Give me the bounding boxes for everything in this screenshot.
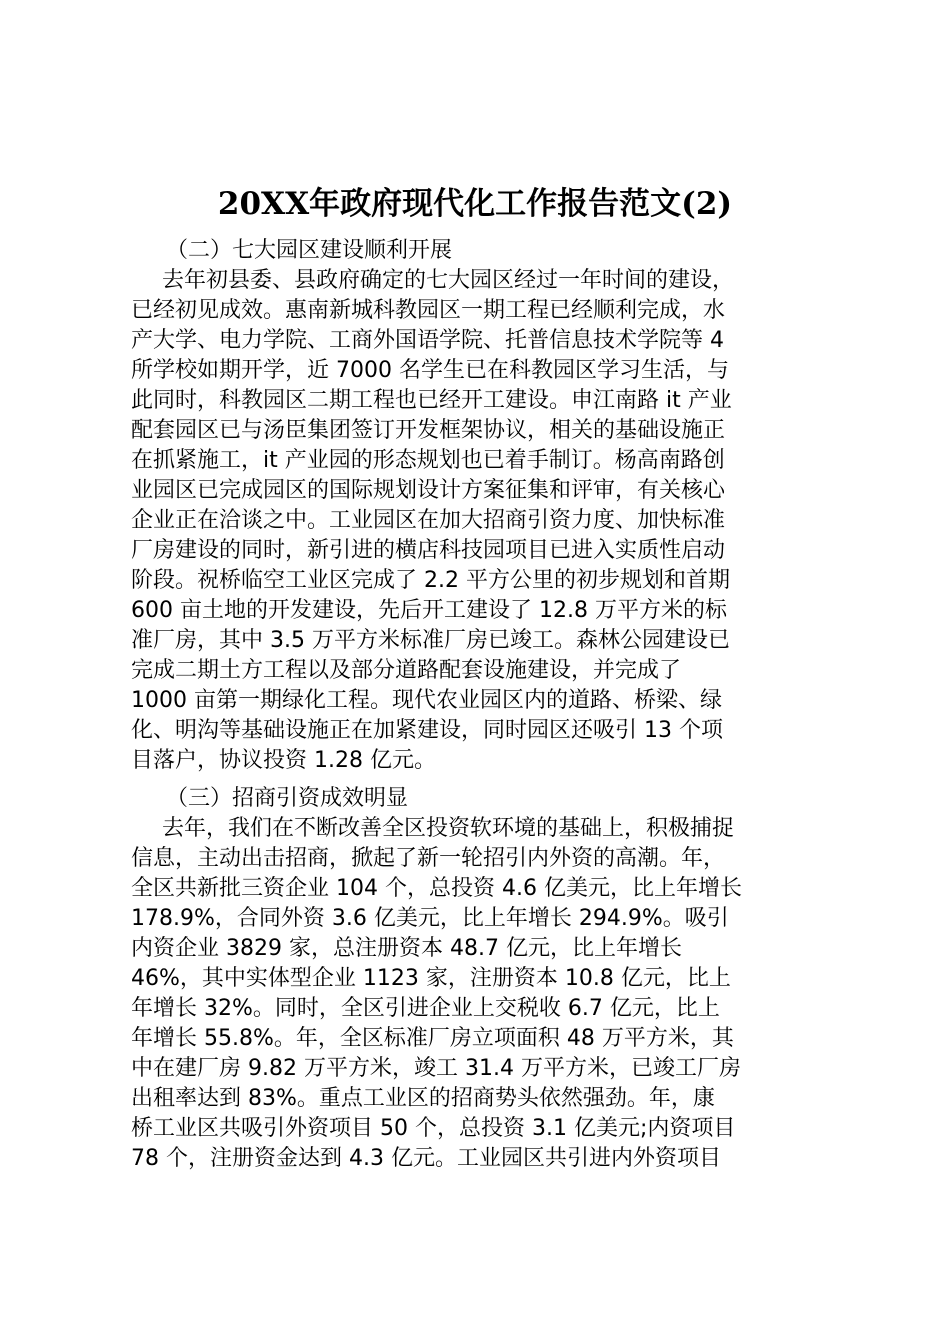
paragraph-line: 桥工业区共吸引外资项目 50 个，总投资 3.1 亿美元;内资项目 xyxy=(131,1116,736,1141)
section-heading: （二）七大园区建设顺利开展 xyxy=(166,238,453,263)
paragraph-line: 1000 亩第一期绿化工程。现代农业园区内的道路、桥梁、绿 xyxy=(131,688,722,713)
paragraph-line: 内资企业 3829 家，总注册资本 48.7 亿元，比上年增长 xyxy=(131,936,682,961)
paragraph-line: 信息，主动出击招商，掀起了新一轮招引内外资的高潮。年， xyxy=(131,846,726,871)
paragraph-line: 年增长 55.8%。年，全区标准厂房立项面积 48 万平方米，其 xyxy=(131,1026,734,1051)
paragraph-line: 目落户，协议投资 1.28 亿元。 xyxy=(131,748,436,773)
section-heading: （三）招商引资成效明显 xyxy=(166,786,409,811)
paragraph-line: 年增长 32%。同时，全区引进企业上交税收 6.7 亿元，比上 xyxy=(131,996,720,1021)
paragraph-line: 46%，其中实体型企业 1123 家，注册资本 10.8 亿元，比上 xyxy=(131,966,731,991)
paragraph-line: 配套园区已与汤臣集团签订开发框架协议，相关的基础设施正 xyxy=(131,418,726,443)
paragraph-line: 78 个，注册资金达到 4.3 亿元。工业园区共引进内外资项目 xyxy=(131,1146,721,1171)
paragraph-line: 所学校如期开学，近 7000 名学生已在科教园区学习生活，与 xyxy=(131,358,729,383)
paragraph-line: 已经初见成效。惠南新城科教园区一期工程已经顺利完成，水 xyxy=(131,298,726,323)
document-title: 20XX年政府现代化工作报告范文(2) xyxy=(217,186,733,222)
paragraph-line: 去年初县委、县政府确定的七大园区经过一年时间的建设， xyxy=(162,268,735,293)
paragraph-line: 企业正在洽谈之中。工业园区在加大招商引资力度、加快标准 xyxy=(131,508,726,533)
paragraph-line: 去年，我们在不断改善全区投资软环境的基础上，积极捕捉 xyxy=(162,816,735,841)
paragraph-line: 完成二期土方工程以及部分道路配套设施建设，并完成了 xyxy=(131,658,682,683)
paragraph-line: 化、明沟等基础设施正在加紧建设，同时园区还吸引 13 个项 xyxy=(131,718,723,743)
paragraph-line: 阶段。祝桥临空工业区完成了 2.2 平方公里的初步规划和首期 xyxy=(131,568,730,593)
paragraph-line: 中在建厂房 9.82 万平方米，竣工 31.4 万平方米，已竣工厂房 xyxy=(131,1056,741,1081)
paragraph-line: 此同时，科教园区二期工程也已经开工建设。申江南路 it 产业 xyxy=(131,388,732,413)
paragraph-line: 厂房建设的同时，新引进的横店科技园项目已进入实质性启动 xyxy=(131,538,726,563)
paragraph-line: 出租率达到 83%。重点工业区的招商势头依然强劲。年，康 xyxy=(131,1086,715,1111)
paragraph-line: 产大学、电力学院、工商外国语学院、托普信息技术学院等 4 xyxy=(131,328,724,353)
paragraph-line: 准厂房，其中 3.5 万平方米标准厂房已竣工。森林公园建设已 xyxy=(131,628,730,653)
paragraph-line: 在抓紧施工，it 产业园的形态规划也已着手制订。杨高南路创 xyxy=(131,448,725,473)
paragraph-line: 业园区已完成园区的国际规划设计方案征集和评审，有关核心 xyxy=(131,478,726,503)
paragraph-line: 600 亩土地的开发建设，先后开工建设了 12.8 万平方米的标 xyxy=(131,598,727,623)
paragraph-line: 全区共新批三资企业 104 个，总投资 4.6 亿美元，比上年增长 xyxy=(131,876,742,901)
paragraph-line: 178.9%，合同外资 3.6 亿美元，比上年增长 294.9%。吸引 xyxy=(131,906,729,931)
